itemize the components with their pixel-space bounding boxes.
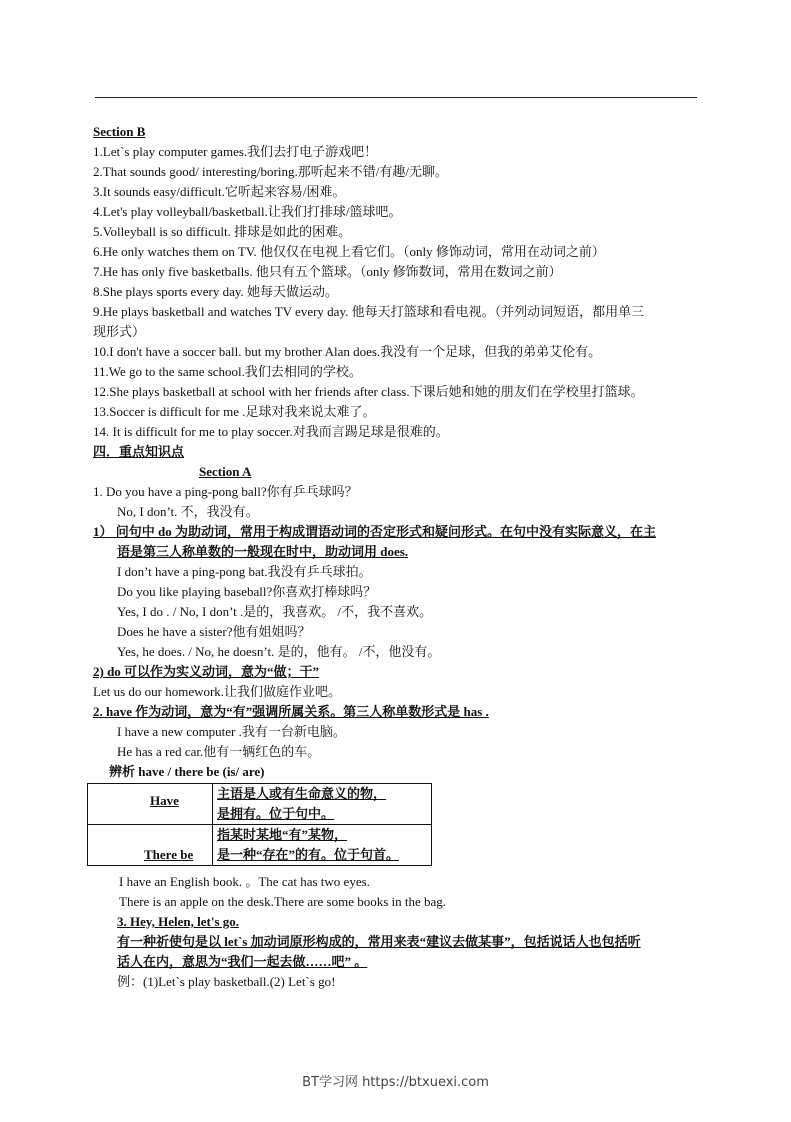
question-2-examples bbox=[93, 722, 705, 762]
section-b-line: 11.We go to the same school.我们去相同的学校。 bbox=[93, 364, 362, 379]
example-line: There is an apple on the desk.There are some books in the bag. bbox=[119, 894, 447, 909]
section-b-line: 7.He has only five basketballs. 他只有五个篮球。（only 修饰数词，常用在数词之前） bbox=[93, 264, 562, 279]
example-line: Yes, I do . / No, I don’t .是的，我喜欢。 /不，我不喜欢。 bbox=[117, 604, 433, 619]
section-b-line: 现形式） bbox=[93, 324, 146, 339]
example-line: I don’t have a ping-pong bat.我没有乒乓球拍。 bbox=[117, 564, 372, 579]
example-line: Does he have a sister?他有姐姐吗？ bbox=[117, 624, 311, 639]
example-line: He has a red car.他有一辆红色的车。 bbox=[117, 744, 321, 759]
example-line: I have a new computer .我有一台新电脑。 bbox=[117, 724, 346, 739]
footer-watermark: BT学习网 https://btxuexi.com bbox=[302, 1075, 489, 1090]
question-3-example: 例：(1)Let`s play basketball.(2) Let`s go! bbox=[117, 974, 336, 989]
document-body bbox=[93, 122, 705, 992]
section-b-line: 5.Volleyball is so difficult. 排球是如此的困难。 bbox=[93, 224, 352, 239]
table-cell-have-desc: 主语是人或有生命意义的物， 是拥有。位于句中。 bbox=[213, 784, 432, 825]
rule-1-examples bbox=[93, 562, 705, 662]
comparison-examples bbox=[93, 872, 705, 912]
question-3: 3. Hey, Helen, let's go. bbox=[117, 914, 240, 929]
rule-1-line-b: 语是第三人称单数的一般现在时中，助动词用 does. bbox=[117, 544, 409, 559]
section-b-line: 13.Soccer is difficult for me .足球对我来说太难了。 bbox=[93, 404, 376, 419]
section-b-line: 10.I don't have a soccer ball. but my brother Alan does.我没有一个足球，但我的弟弟艾伦有。 bbox=[93, 344, 602, 359]
example-line: I have an English book. 。The cat has two eyes. bbox=[119, 874, 370, 889]
rule-2-example: Let us do our homework.让我们做庭作业吧。 bbox=[93, 684, 342, 699]
section-b-heading: Section B bbox=[93, 124, 146, 139]
section-b-line: 2.That sounds good/ interesting/boring.那听起来不错/有趣/无聊。 bbox=[93, 164, 448, 179]
table-cell-there-be: There be bbox=[88, 825, 213, 866]
table-cell-have: Have bbox=[88, 784, 213, 825]
section-b-lines bbox=[93, 142, 705, 442]
table-cell-there-be-desc: 指某时某地“有”某物， 是一种“存在”的有。位于句首。 bbox=[213, 825, 432, 866]
section-b-line: 9.He plays basketball and watches TV every day. 他每天打篮球和看电视。（并列动词短语，都用单三 bbox=[93, 304, 645, 319]
header-rule bbox=[95, 97, 697, 98]
section-b-line: 3.It sounds easy/difficult.它听起来容易/困难。 bbox=[93, 184, 346, 199]
section-b-line: 8.She plays sports every day. 她每天做运动。 bbox=[93, 284, 339, 299]
section-b-line: 6.He only watches them on TV. 他仅仅在电视上看它们。（only 修饰动词，常用在动词之前） bbox=[93, 244, 605, 259]
table-row bbox=[88, 784, 432, 825]
points-heading: 四．重点知识点 bbox=[93, 444, 185, 459]
section-a-heading: Section A bbox=[199, 464, 252, 479]
section-b-line: 4.Let's play volleyball/basketball.让我们打排球/篮球吧。 bbox=[93, 204, 402, 219]
section-b-line: 1.Let`s play computer games.我们去打电子游戏吧！ bbox=[93, 144, 378, 159]
comparison-table bbox=[87, 783, 432, 866]
rule-1-line-a: 1） 问句中 do 为助动词，常用于构成谓语动词的否定形式和疑问形式。在句中没有实际意义，在主 bbox=[93, 524, 656, 539]
section-b-line: 12.She plays basketball at school with her friends after class.下课后她和她的朋友们在学校里打篮球。 bbox=[93, 384, 644, 399]
rule-2: 2) do 可以作为实义动词，意为“做；干” bbox=[93, 664, 320, 679]
section-b-line: 14. It is difficult for me to play soccer.对我而言踢足球是很难的。 bbox=[93, 424, 449, 439]
question-1: 1. Do you have a ping-pong ball?你有乒乓球吗？ bbox=[93, 484, 358, 499]
table-row bbox=[88, 825, 432, 866]
example-line: Do you like playing baseball?你喜欢打棒球吗？ bbox=[117, 584, 377, 599]
bianxi-heading: 辨析 have / there be (is/ are) bbox=[109, 764, 265, 779]
question-2: 2. have 作为动词，意为“有”强调所属关系。第三人称单数形式是 has . bbox=[93, 704, 489, 719]
question-3-rule-b: 话人在内，意思为“我们一起去做……吧” 。 bbox=[117, 954, 368, 969]
question-1-answer: No, I don’t. 不，我没有。 bbox=[117, 504, 259, 519]
question-3-rule-a: 有一种祈使句是以 let`s 加动词原形构成的，常用来表“建议去做某事”，包括说话人也包括听 bbox=[117, 934, 641, 949]
example-line: Yes, he does. / No, he doesn’t. 是的，他有。 /不，他没有。 bbox=[117, 644, 441, 659]
